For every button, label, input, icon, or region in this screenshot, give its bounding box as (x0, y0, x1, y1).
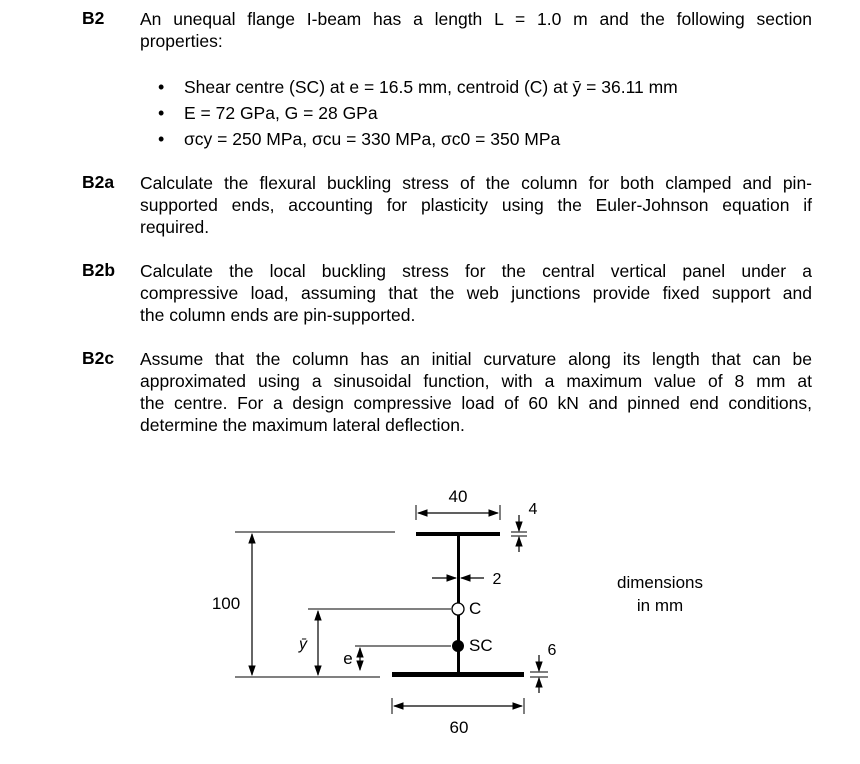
bottom-flange-width-label: 60 (449, 718, 469, 737)
b2b-line-1: Calculate the local buckling stress for the central vertical panel under a (140, 261, 812, 281)
bottom-flange-thickness-label: 6 (547, 642, 557, 659)
b2-intro-line-1: An unequal flange I-beam has a length L = 1.0 m and the following section (140, 9, 812, 29)
b2c-line-2: approximated using a sinusoidal function, with a maximum value of 8 mm at (140, 371, 812, 391)
question-label-b2b: B2b (82, 260, 116, 280)
bottom-flange (392, 672, 524, 677)
bullet-shear-centre: • Shear centre (SC) at e = 16.5 mm, centroid (C) at ȳ = 36.11 mm (158, 76, 678, 102)
question-label-b2c: B2c (82, 348, 115, 368)
b2b-line-3: the column ends are pin-supported. (140, 305, 416, 325)
height-label: 100 (211, 594, 241, 613)
shear-centre-label: SC (469, 636, 493, 655)
top-flange (416, 532, 500, 536)
units-note-line-1: dimensions (617, 573, 703, 592)
b2b-line-2: compressive load, assuming that the web junctions provide fixed support and (140, 283, 812, 303)
b2c-line-3: the centre. For a design compressive load of 60 kN and pinned end conditions, (140, 393, 812, 413)
centroid-marker (452, 603, 464, 615)
b2-intro-line-2: properties: (140, 31, 223, 51)
b2a-line-2: supported ends, accounting for plasticity using the Euler-Johnson equation if (140, 195, 812, 215)
b2a-line-3: required. (140, 217, 210, 237)
b2c-line-1: Assume that the column has an initial curvature along its length that can be (140, 349, 812, 369)
question-label-b2: B2 (82, 8, 105, 28)
b2a-line-1: Calculate the flexural buckling stress of the column for both clamped and pin- (140, 173, 812, 193)
top-flange-thickness-label: 4 (528, 501, 538, 518)
centroid-label: C (469, 599, 482, 618)
units-note-line-2: in mm (636, 596, 684, 615)
bullet-stresses: • σcy = 250 MPa, σcu = 330 MPa, σc0 = 350 MPa (158, 128, 678, 154)
web-thickness-label: 2 (492, 571, 502, 588)
e-label: e (343, 649, 353, 668)
ybar-label: ȳ (299, 636, 307, 653)
shear-centre-marker (452, 640, 464, 652)
question-label-b2a: B2a (82, 172, 115, 192)
top-flange-width-label: 40 (448, 487, 468, 506)
bullet-moduli: • E = 72 GPa, G = 28 GPa (158, 102, 678, 128)
b2c-line-4: determine the maximum lateral deflection. (140, 415, 465, 435)
